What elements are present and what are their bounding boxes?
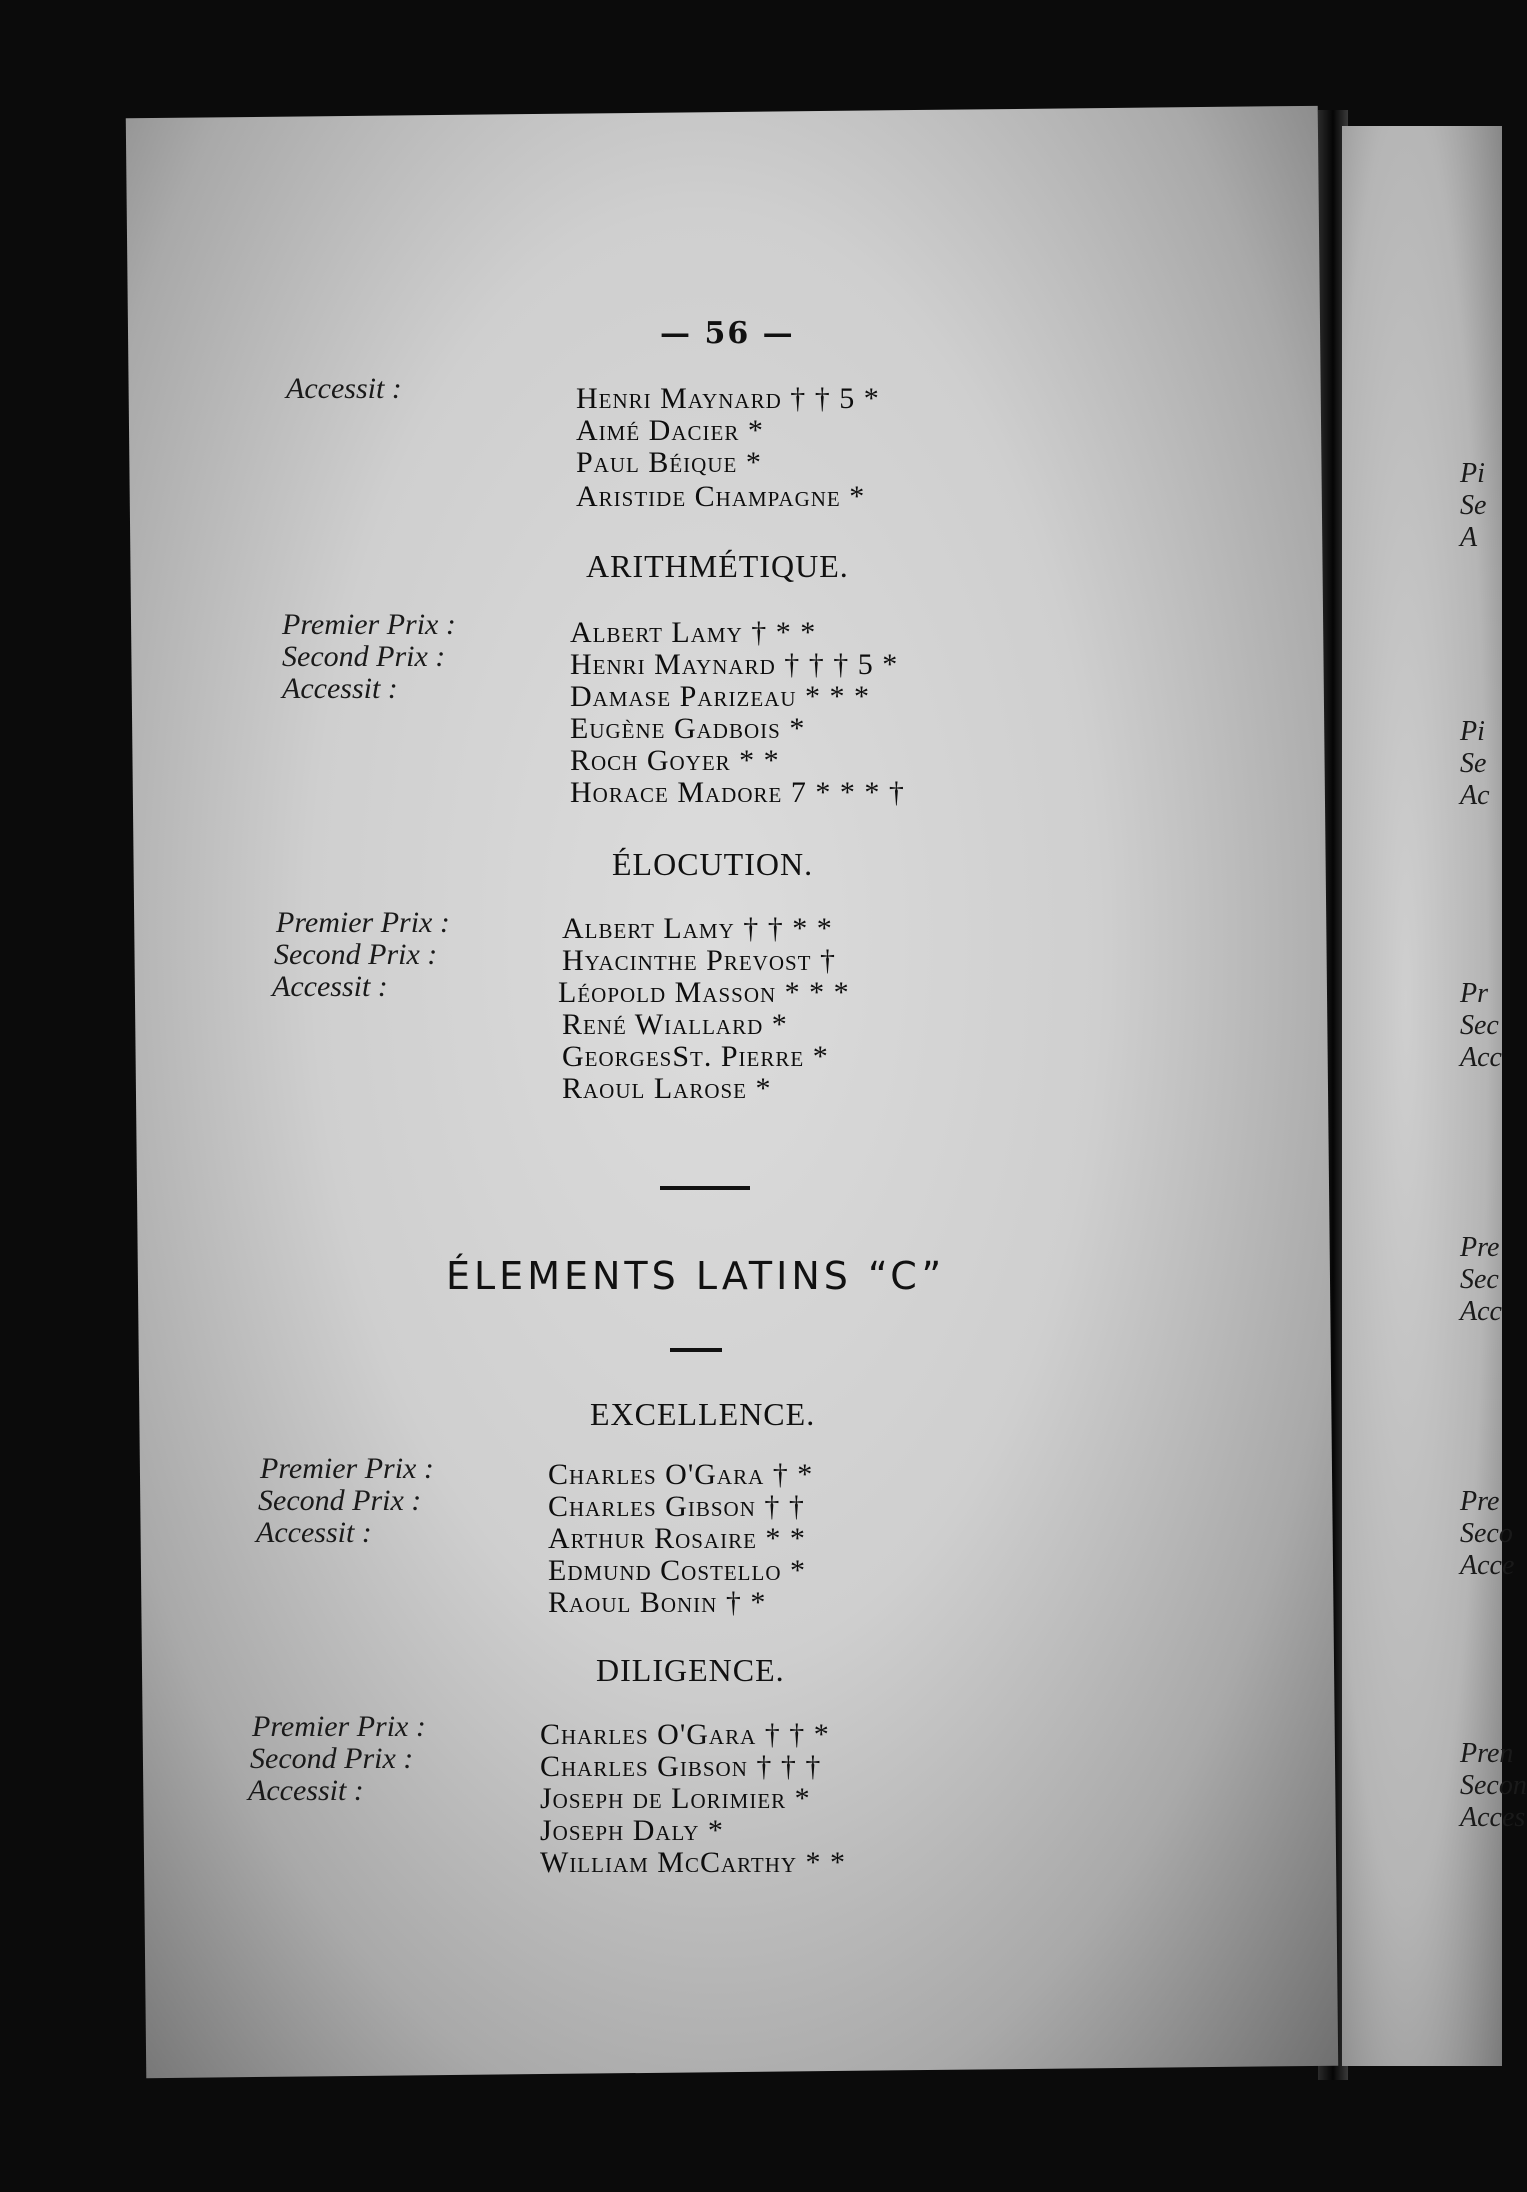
student-name: Joseph Daly * — [540, 1814, 724, 1847]
student-name: Aristide Champagne * — [576, 480, 866, 513]
student-name: Aimé Dacier * — [576, 414, 764, 447]
prize-label: Premier Prix : — [260, 1452, 434, 1485]
prize-label: Second Prix : — [282, 640, 446, 673]
prize-label: Second Prix : — [250, 1742, 414, 1775]
prize-label: Accessit : — [248, 1774, 364, 1807]
prize-label: Premier Prix : — [276, 906, 450, 939]
subject-heading: DILIGENCE. — [596, 1652, 785, 1688]
student-name: Charles O'Gara † † * — [540, 1718, 830, 1751]
student-name: Hyacinthe Prevost † — [562, 944, 837, 977]
prize-label: Accessit : — [282, 672, 398, 705]
student-name: Roch Goyer * * — [570, 744, 780, 777]
prize-label: Accessit : — [256, 1516, 372, 1549]
student-name: Albert Lamy † * * — [570, 616, 817, 649]
subject-heading: EXCELLENCE. — [590, 1396, 816, 1432]
student-name: Raoul Bonin † * — [548, 1586, 767, 1619]
prize-label: Second Prix : — [258, 1484, 422, 1517]
student-name: Joseph de Lorimier * — [540, 1782, 811, 1815]
subject-heading: ÉLOCUTION. — [612, 846, 814, 882]
page-number: — 56 — — [660, 316, 795, 351]
student-name: René Wiallard * — [562, 1008, 788, 1041]
prize-label: Premier Prix : — [252, 1710, 426, 1743]
student-name: William McCarthy * * — [540, 1846, 847, 1879]
facing-page-label: Pre Seco Acce — [1460, 1486, 1515, 1581]
student-name: Léopold Masson * * * — [558, 976, 850, 1009]
student-name: Arthur Rosaire * * — [548, 1522, 806, 1555]
section-divider — [660, 1186, 750, 1190]
prize-label: Premier Prix : — [282, 608, 456, 641]
student-name: Charles O'Gara † * — [548, 1458, 814, 1491]
student-name: Charles Gibson † † † — [540, 1750, 822, 1783]
student-name: Damase Parizeau * * * — [570, 680, 871, 713]
prize-label: Accessit : — [286, 372, 402, 405]
section-divider — [670, 1348, 722, 1352]
section-title: ÉLEMENTS LATINS “C” — [446, 1254, 946, 1298]
prize-label: Second Prix : — [274, 938, 438, 971]
subject-heading: ARITHMÉTIQUE. — [586, 548, 849, 584]
student-name: Charles Gibson † † — [548, 1490, 805, 1523]
prize-label: Accessit : — [272, 970, 388, 1003]
facing-page-label: Pi Se Ac — [1460, 716, 1490, 811]
student-name: Eugène Gadbois * — [570, 712, 806, 745]
facing-page-label: Pi Se A — [1460, 458, 1487, 553]
student-name: Raoul Larose * — [562, 1072, 772, 1105]
student-name: Albert Lamy † † * * — [562, 912, 833, 945]
student-name: Paul Béique * — [576, 446, 762, 479]
student-name: Henri Maynard † † † 5 * — [570, 648, 899, 681]
student-name: GeorgesSt. Pierre * — [562, 1040, 829, 1073]
facing-page-label: Pren Secon Acces — [1460, 1738, 1527, 1833]
student-name: Edmund Costello * — [548, 1554, 806, 1587]
student-name: Henri Maynard † † 5 * — [576, 382, 880, 415]
student-name: Horace Madore 7 * * * † — [570, 776, 905, 809]
facing-page-label: Pr Sec Acc — [1460, 978, 1502, 1073]
facing-page-label: Pre Sec Acc — [1460, 1232, 1502, 1327]
